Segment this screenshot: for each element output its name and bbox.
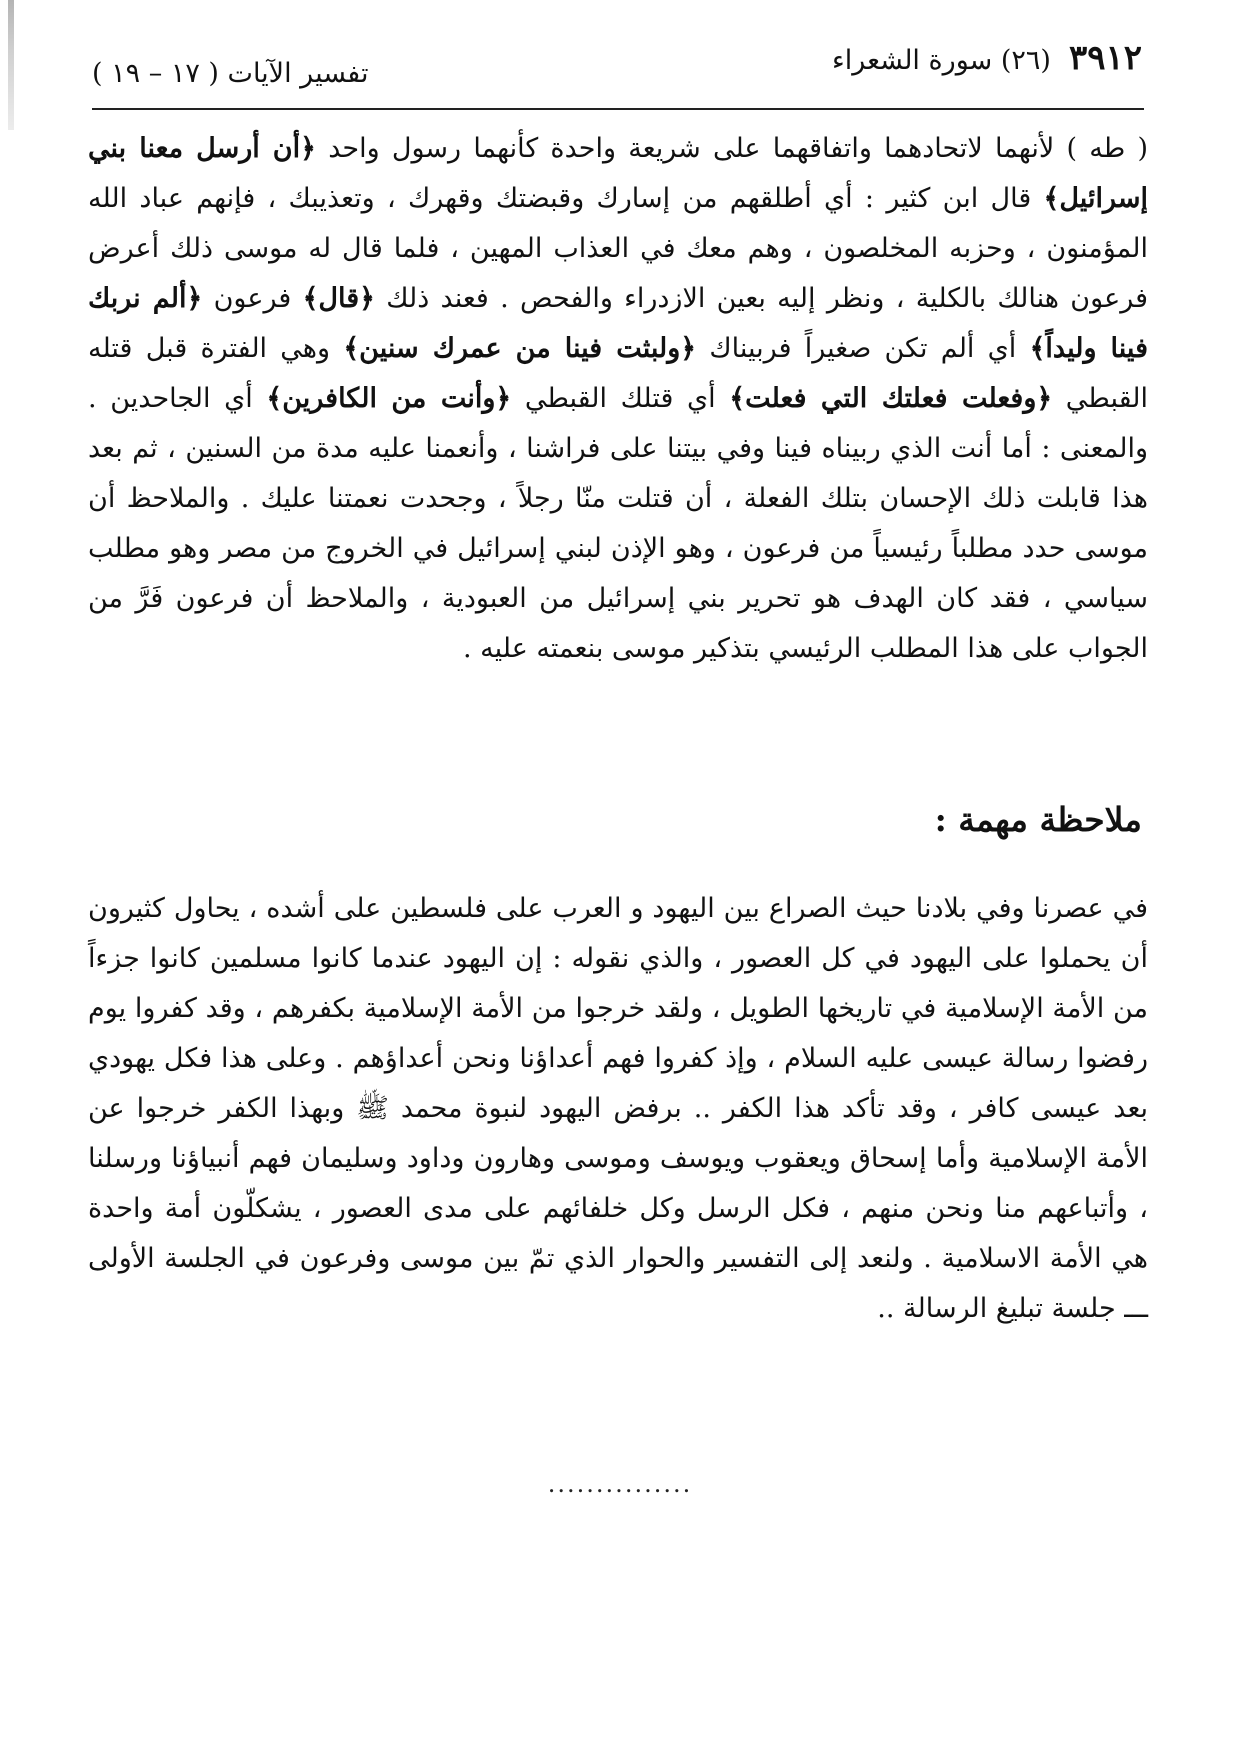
surah-label: (٢٦) سورة الشعراء (832, 45, 1051, 76)
page-header (92, 38, 1142, 108)
section-separator: ............... (547, 1470, 693, 1498)
page-binding-shadow (8, 0, 14, 130)
commentary-paragraph (88, 124, 1148, 674)
header-right-group (832, 38, 1142, 78)
page-number: ٣٩١٢ (1068, 38, 1142, 78)
text-segment: وهي الفترة قبل قتله القبطي (88, 333, 1148, 414)
verses-range-label: تفسير الآيات ( ١٧ – ١٩ ) (92, 58, 369, 89)
quran-quote: ﴿ولبثت فينا من عمرك سنين﴾ (343, 333, 697, 364)
text-segment: في عصرنا وفي بلادنا حيث الصراع بين اليهود و العرب على فلسطين على أشده ، يحاول كثيرون أن يحملوا على اليهود في كل العصور ، والذي نقوله : إن اليهود عندما كانوا مسلمين كانوا جزءاً من الأمة الإسلامية في تاريخها الطويل ، ولقد خرجوا من الأمة الإسلامية بكفرهم ، وقد كفروا يوم رفضوا رسالة عيسى عليه السلام ، وإذ كفروا فهم أعداؤنا ونحن أعداؤهم . وعلى هذا فكل يهودي بعد عيسى كافر ، وقد تأكد هذا الكفر .. برفض اليهود لنبوة محمد ﷺ وبهذا الكفر خرجوا عن الأمة الإسلامية وأما إسحاق ويعقوب ويوسف وموسى وهارون وداود وسليمان فهم أنبياؤنا ورسلنا ، وأتباعهم منا ونحن منهم ، فكل الرسل وكل خلفائهم على مدى العصور ، يشكلّون أمة واحدة هي الأمة الاسلامية . ولنعد إلى التفسير والحوار الذي تمّ بين موسى وفرعون في الجلسة الأولى ـــ جلسة تبليغ الرسالة .. (88, 893, 1148, 1324)
text-segment: أي ألم تكن صغيراً فربيناك (696, 333, 1030, 364)
text-segment: أي قتلك القبطي (511, 383, 730, 414)
header-divider (92, 108, 1144, 110)
note-heading: ملاحظة مهمة : (934, 800, 1142, 839)
text-segment: أي الجاحدين . والمعنى : أما أنت الذي ربيناه فينا وفي بيتنا على فراشنا ، وأنعمنا عليه مدة من السنين ، ثم بعد هذا قابلت ذلك الإحسان بتلك الفعلة ، أن قتلت منّا رجلاً ، وجحدت نعمتنا عليك . والملاحظ أن موسى حدد مطلباً رئيسياً من فرعون ، وهو الإذن لبني إسرائيل في الخروج من مصر وهو مطلب سياسي ، فقد كان الهدف هو تحرير بني إسرائيل من العبودية ، والملاحظ أن فرعون فَرَّ من الجواب على هذا المطلب الرئيسي بتذكير موسى بنعمته عليه . (88, 383, 1148, 664)
quran-quote: ﴿قال﴾ (302, 283, 375, 314)
quran-quote: ﴿ألم نربك فينا وليداً﴾ (88, 283, 1148, 364)
quran-quote: ﴿وفعلت فعلتك التي فعلت﴾ (729, 383, 1053, 414)
quran-quote: ﴿أن أرسل معنا بني إسرائيل﴾ (88, 133, 1148, 214)
note-paragraph (88, 884, 1148, 1334)
quran-quote: ﴿وأنت من الكافرين﴾ (266, 383, 512, 414)
text-segment: ( طه ) لأنهما لاتحادهما واتفاقهما على شريعة واحدة كأنهما رسول واحد (315, 133, 1148, 164)
text-segment: فرعون (202, 283, 303, 314)
text-segment: قال ابن كثير : أي أطلقهم من إسارك وقبضتك وقهرك ، وتعذيبك ، فإنهم عباد الله المؤمنون ، وحزبه المخلصون ، وهم معك في العذاب المهين ، فلما قال له موسى ذلك أعرض فرعون هنالك بالكلية ، ونظر إليه بعين الازدراء والفحص . فعند ذلك (88, 183, 1148, 314)
